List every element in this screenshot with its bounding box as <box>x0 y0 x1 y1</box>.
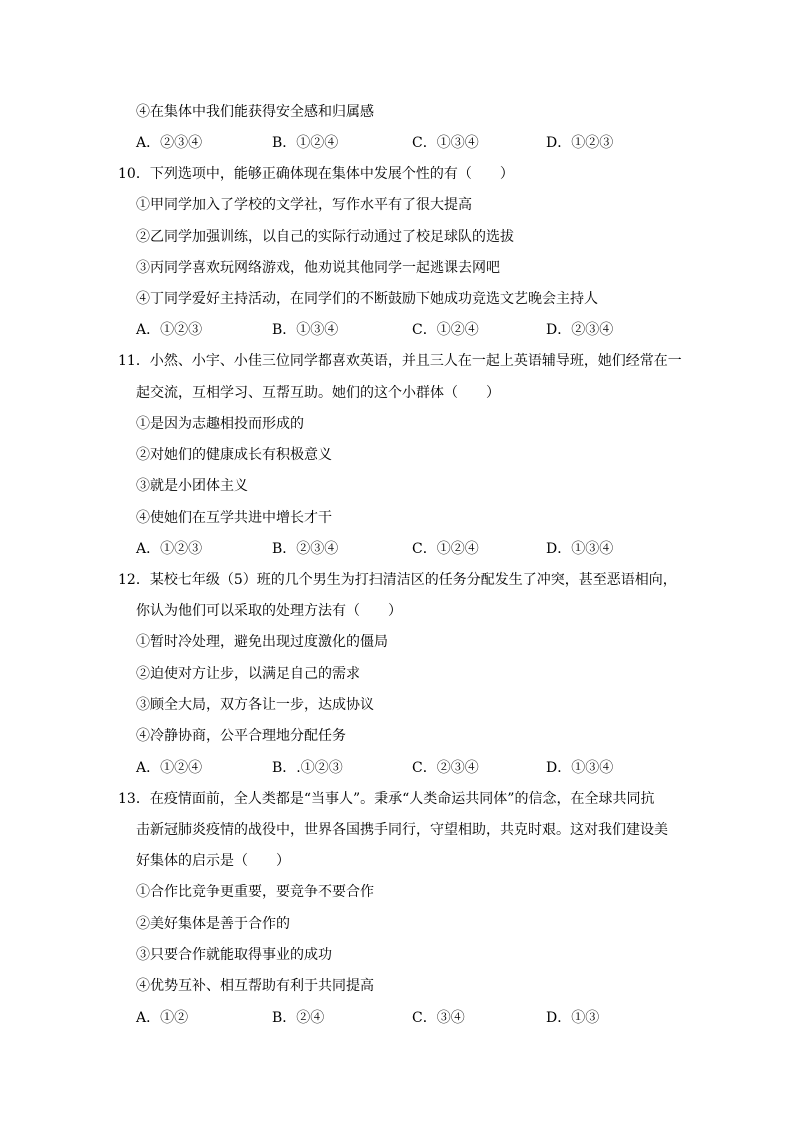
option-1: ①合作比竞争更重要，要竞争不要合作 <box>136 884 374 900</box>
option-2: ②乙同学加强训练，以自己的实际行动通过了校足球队的选拔 <box>136 229 514 245</box>
choice-b: B．.①②③ <box>272 760 343 776</box>
option-3: ③丙同学喜欢玩网络游戏，他劝说其他同学一起逃课去网吧 <box>136 260 500 276</box>
choice-d: D．②③④ <box>546 322 614 338</box>
question-stem: 13．在疫情面前，全人类都是“当事人”。秉承“人类命运共同体”的信念，在全球共同抗 <box>118 791 655 807</box>
choice-c: C．③④ <box>412 1010 465 1026</box>
choice-d: D．①②③ <box>546 135 614 151</box>
question-stem-cont: 起交流，互相学习、互帮互助。她们的这个小群体（ ） <box>136 385 500 401</box>
option-2: ②对她们的健康成长有积极意义 <box>136 447 332 463</box>
choice-a: A．①②④ <box>136 760 203 776</box>
choice-b: B．①②④ <box>272 135 339 151</box>
option-3: ③就是小团体主义 <box>136 478 248 494</box>
choice-d: D．①③④ <box>546 541 614 557</box>
option-2: ②迫使对方让步，以满足自己的需求 <box>136 666 360 682</box>
choice-d: D．①③④ <box>546 760 614 776</box>
question-stem: 10．下列选项中，能够正确体现在集体中发展个性的有（ ） <box>118 166 514 182</box>
choice-b: B．②③④ <box>272 541 339 557</box>
option-1: ①是因为志趣相投而形成的 <box>136 416 304 432</box>
option-4: ④优势互补、相互帮助有利于共同提高 <box>136 978 374 994</box>
question-stem-cont: 你认为他们可以采取的处理方法有（ ） <box>136 603 402 619</box>
choice-b: B．①③④ <box>272 322 339 338</box>
choice-c: C．①③④ <box>412 135 479 151</box>
question-stem: 11．小然、小宇、小佳三位同学都喜欢英语，并且三人在一起上英语辅导班，她们经常在一 <box>118 353 682 369</box>
choice-a: A．①②③ <box>136 322 203 338</box>
question-stem: 12．某校七年级（5）班的几个男生为打扫清洁区的任务分配发生了冲突，甚至恶语相向， <box>118 572 677 588</box>
option-1: ①甲同学加入了学校的文学社，写作水平有了很大提高 <box>136 197 472 213</box>
question-stem-cont: 击新冠肺炎疫情的战役中，世界各国携手同行，守望相助，共克时艰。这对我们建设美 <box>136 822 668 838</box>
choice-c: C．①②④ <box>412 541 479 557</box>
question-stem-cont: 好集体的启示是（ ） <box>136 853 290 869</box>
choice-c: C．②③④ <box>412 760 479 776</box>
option-3: ③只要合作就能取得事业的成功 <box>136 947 332 963</box>
option-4: ④在集体中我们能获得安全感和归属感 <box>136 104 374 120</box>
option-1: ①暂时冷处理，避免出现过度激化的僵局 <box>136 634 388 650</box>
choice-a: A．①②③ <box>136 541 203 557</box>
option-3: ③顾全大局，双方各让一步，达成协议 <box>136 697 374 713</box>
choice-a: A．②③④ <box>136 135 203 151</box>
choice-c: C．①②④ <box>412 322 479 338</box>
option-2: ②美好集体是善于合作的 <box>136 916 290 932</box>
option-4: ④冷静协商，公平合理地分配任务 <box>136 728 346 744</box>
choice-b: B．②④ <box>272 1010 325 1026</box>
choice-d: D．①③ <box>546 1010 600 1026</box>
option-4: ④丁同学爱好主持活动，在同学们的不断鼓励下她成功竞选文艺晚会主持人 <box>136 291 598 307</box>
option-4: ④使她们在互学共进中增长才干 <box>136 510 332 526</box>
choice-a: A．①② <box>136 1010 189 1026</box>
